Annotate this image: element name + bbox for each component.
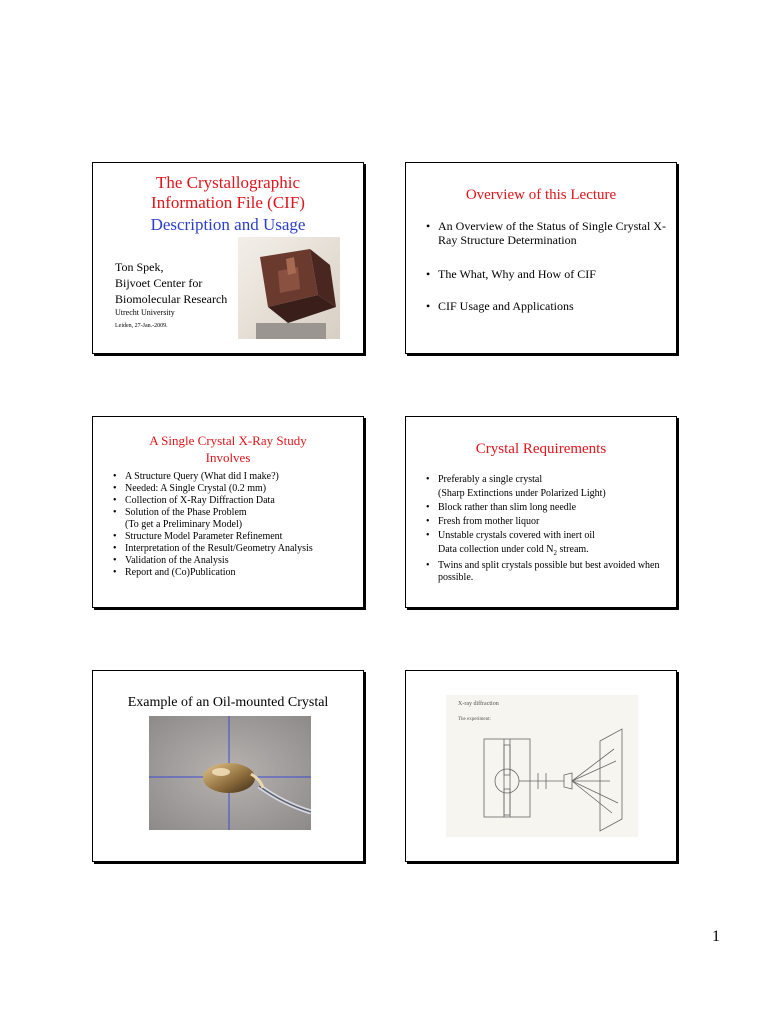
study-item-note: (To get a Preliminary Model) — [125, 519, 243, 530]
page-number: 1 — [712, 928, 720, 945]
stream-text: stream. — [557, 544, 589, 555]
slide1-title-line1: The Crystallographic — [156, 173, 300, 192]
study-item: • Report and (Co)Publication — [111, 567, 359, 579]
author-name: Ton Spek, — [115, 260, 164, 274]
requirement-item: • Fresh from mother liquor — [424, 515, 670, 529]
study-item: • A Structure Query (What did I make?) — [111, 471, 359, 483]
study-item: • Needed: A Single Crystal (0.2 mm) — [111, 483, 359, 495]
crystal-photo — [238, 237, 340, 339]
oil-crystal-photo — [149, 716, 311, 830]
slide4-title: Crystal Requirements — [475, 441, 607, 457]
slide-title — [92, 162, 364, 354]
slide-xray-study — [92, 416, 364, 608]
requirement-note — [424, 543, 670, 560]
slide1-title-line2: Information File (CIF) — [151, 193, 305, 212]
diffraction-figure — [446, 695, 638, 837]
slide-xray-diffraction — [405, 670, 677, 862]
slide3-title-line2: Involves — [205, 450, 251, 465]
n2-subscript: 2 — [553, 549, 558, 557]
n2-text: Data collection under cold N — [438, 544, 554, 555]
study-item: • Validation of the Analysis — [111, 555, 359, 567]
requirement-item: • Twins and split crystals possible but best avoided when possible. — [424, 560, 670, 584]
slide5-title: Example of an Oil-mounted Crystal — [127, 695, 329, 710]
figure-subtitle: The experiment: — [458, 717, 491, 722]
study-item: • Solution of the Phase Problem — [111, 507, 359, 519]
university: Utrecht University — [115, 308, 175, 317]
study-item: • Collection of X-Ray Diffraction Data — [111, 495, 359, 507]
requirement-note: (Sharp Extinctions under Polarized Light) — [438, 488, 606, 499]
slide2-title: Overview of this Lecture — [465, 187, 617, 203]
overview-item: • An Overview of the Status of Single Crystal X-Ray Structure Determination — [424, 219, 668, 247]
figure-title: X-ray diffraction — [458, 701, 499, 707]
requirement-item: • Preferably a single crystal — [424, 473, 670, 487]
requirement-item: • Unstable crystals covered with inert oil — [424, 529, 670, 543]
study-item: • Interpretation of the Result/Geometry Analysis — [111, 543, 359, 555]
slide3-title-line1: A Single Crystal X-Ray Study — [149, 433, 307, 448]
overview-item: • The What, Why and How of CIF — [424, 267, 668, 281]
slide-overview — [405, 162, 677, 354]
affiliation-line2: Biomolecular Research — [115, 292, 228, 306]
affiliation-line1: Bijvoet Center for — [115, 276, 203, 290]
lecture-date: Leiden, 27-Jan.-2009. — [115, 323, 168, 329]
slide-oil-mounted — [92, 670, 364, 862]
overview-item: • CIF Usage and Applications — [424, 299, 668, 313]
slide1-subtitle: Description and Usage — [150, 215, 306, 234]
slide-crystal-requirements — [405, 416, 677, 608]
diffraction-diagram — [446, 695, 638, 837]
study-item: • Structure Model Parameter Refinement — [111, 531, 359, 543]
requirement-item: • Block rather than slim long needle — [424, 501, 670, 515]
